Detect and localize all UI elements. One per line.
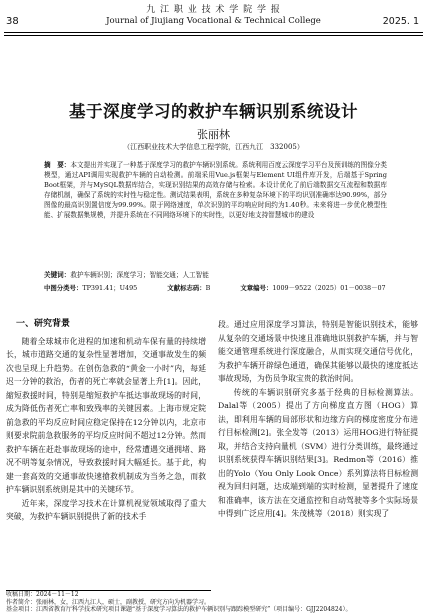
article-title: 基于深度学习的救护车辆识别系统设计 [69, 102, 358, 121]
keywords-label: 关键词： [44, 271, 71, 279]
article-number [240, 284, 399, 292]
doc-code [167, 284, 224, 292]
body-paragraph: 近年来，深度学习技术在计算机视觉领域取得了重大突破，为救护车辆识别提供了新的技术手 [6, 498, 206, 521]
journal-name-en: Journal of Jiujiang Vocational & Technical College [106, 16, 321, 26]
footnote-received-date: 收稿日期：2024－11－12 [6, 591, 79, 598]
section-heading: 一、研究背景 [16, 319, 71, 329]
keywords-text: 救护车辆识别；深度学习；智能交通；人工智能 [70, 271, 209, 279]
clc-label: 中图分类号： [44, 284, 83, 292]
journal-name-cn: 九 江 职 业 技 术 学 院 学 报 [146, 5, 281, 15]
footnote-funding: 基金项目：江西省教育厅科学技术研究项目课题“基于深度学习算法的救护车辆识别与跟踪模型研究”（项目编号：GJJ2204824）。 [6, 606, 352, 614]
keywords [44, 270, 387, 280]
page-number: 38 [6, 16, 19, 27]
footnote-author-bio: 作者简介：张丽林，女，江西九江人，硕士，副教授，研究方向为机器学习。 [6, 598, 211, 606]
body-paragraph: 段。通过应用深度学习算法，特别是智能识别技术，能够从复杂的交通场景中快速且准确地识别救护车辆，并与智能交通管理系统进行深度融合，从而实现交通信号优化，为救护车辆开辟绿色通道，确保其能够以最快的速度抵达事故现场，为伤员争取宝贵的救治时间。 [218, 320, 418, 383]
author-affiliation: （江西职业技术大学信息工程学院，江西九江 332005） [123, 143, 304, 151]
right-column [218, 318, 418, 521]
header-rule-thin [4, 35, 423, 36]
article-number-label: 文章编号： [240, 284, 273, 292]
issue-number: 2025. 1 [382, 16, 419, 27]
footnotes [6, 591, 416, 614]
abstract-text: 本文提出并实现了一种基于深度学习的救护车辆识别系统。系统利用百度云深度学习平台及预训练的图像分类模型，通过API调用实现救护车辆的自动检测。前端采用Vue.js框架与Element UI组件库开发，后端基于Spring Boot框架，并与MySQL数据库结合，实现识别结果的高效存储与检索。本设计优化了前后端数据交互流程和数据库存储机制，确保了系统的实时性与稳定性。测试结果表明，系统在多种复杂环境下的平均识别准确率达90.99%，部分图像的最高识别置信度为99.99%。限于网络速度，单次识别的平均响应时间约为1.40秒。未来将进一步优化模型性能、扩展数据集规模，并提升系统在不同网络环境下的实时性，以更好地支持智慧城市的建设 [44, 161, 388, 219]
clc-number [44, 284, 151, 292]
article-number-value: 1009－9522（2025）01－0038－07 [272, 284, 386, 292]
author-name: 张丽林 [197, 128, 230, 141]
header-rule-thick [4, 32, 423, 33]
body-paragraph: 随着全球城市化进程的加速和机动车保有量的持续增长，城市道路交通的复杂性显著增加，交通事故发生的频次也呈现上升趋势。在创伤急救的“黄金一小时”内，每延迟一分钟的救治，伤者的死亡率就会显著上升[1]。因此，縮短救援时间，特别是缩短救护车抵达事故现场的时间，成为降低伤者死亡率和致残率的关键因素。上海市规定院前急救的平均反应时间应稳定保持在12分钟以内，北京市则要求院前急救服务的平均反应时间不超过12分钟。然而救护车辆在赶赴事故现场的途中，经常遭遇交通拥堵、路况不明等复杂情况，导致救援时间大幅延长。基于此，构建一套高效的交通事故快速搶救机制成为当务之急，而救护车辆识别系统则是其中的关键环节。 [6, 336, 206, 494]
body-paragraph: 传统的车辆识别研究多基于经典的目标检测算法。Dalal等（2005）提出了方向梯度直方图（HOG）算法，即利用车辆的局部形状和边缘方向的梯度密度分布进行目标检测[2]。张全发等（2013）运用HOG进行特征提取，并结合支持向量机（SVM）进行分类训练，最终通过识别系统获得车辆识别结果[3]。Redmon等（2016）推出的Yolo（You Only Look Once）系列算法将目标检测视为回归问题，达成端到端的实时检测，显著提升了速度和准确率，该方法在交通监控和自动驾驶等多个实际场景中得到广泛应用[4]。朱茂桃等（2018）则实现了 [218, 387, 418, 518]
abstract [44, 160, 387, 220]
left-column [6, 318, 206, 524]
doc-code-value: B [205, 284, 211, 292]
abstract-label: 摘 要： [44, 161, 71, 169]
clc-value: TP391.41；U495 [82, 284, 138, 292]
classification-line [44, 283, 387, 293]
doc-code-label: 文献标志码： [167, 284, 206, 292]
